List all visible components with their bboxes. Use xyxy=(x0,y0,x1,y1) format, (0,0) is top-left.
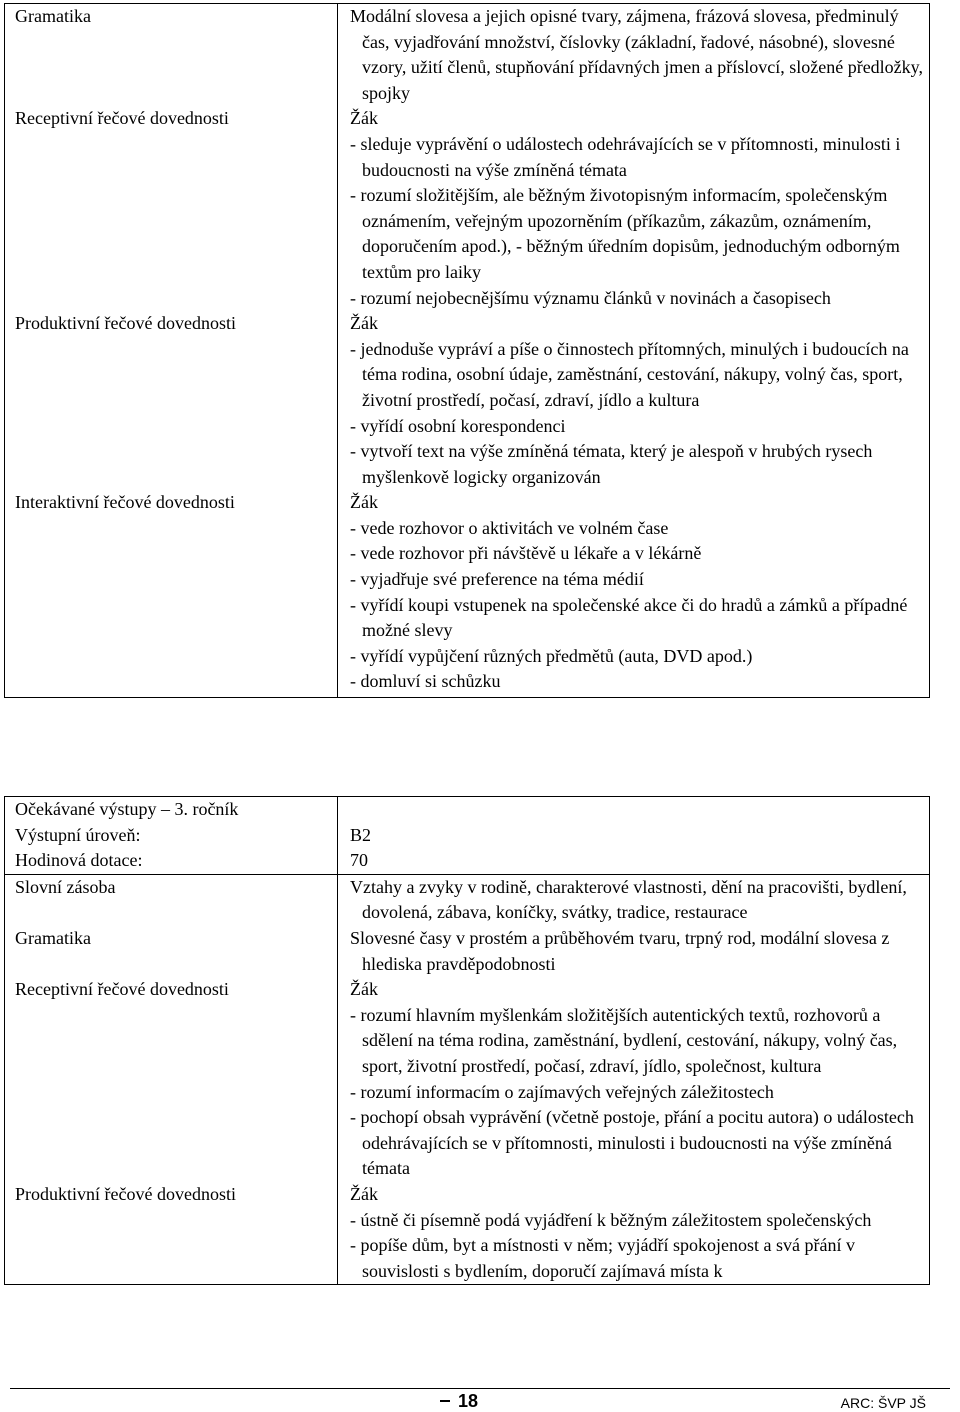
hours-value: 70 xyxy=(338,848,930,874)
row-label: Gramatika xyxy=(5,4,338,107)
content-line: - rozumí složitějším, ale běžným životopisným informacím, společenským oznámením, veřejným upozorněním (příkazům, zákazům, oznámením, doporučením apod.), - běžným úředním dopisům, jednoduchým odborným textům pro laiky xyxy=(350,185,900,282)
content-line: - vyjadřuje své preference na téma médií xyxy=(350,569,644,590)
content-line: - sleduje vyprávění o událostech odehrávajících se v přítomnosti, minulosti i budoucnosti na výše zmíněná témata xyxy=(350,133,901,180)
row-content xyxy=(338,490,930,697)
row-content xyxy=(338,4,930,107)
section-heading-row xyxy=(5,797,930,823)
content-line: - rozumí nejobecnějšímu významu článků v novinách a časopisech xyxy=(350,287,831,308)
content-line: - rozumí hlavním myšlenkám složitějších autentických textů, rozhovorů a sdělení na téma rodina, zaměstnání, bydlení, cestování, nákupy, volný čas, sport, životní prostředí, počasí, zdraví, jídlo, společnost, kultura xyxy=(350,1004,898,1076)
row-content xyxy=(338,926,930,977)
table-row xyxy=(5,311,930,490)
level-row xyxy=(5,823,930,849)
row-content xyxy=(338,977,930,1182)
content-line: - vyřídí koupi vstupenek na společenské akce či do hradů a zámků a případné možné slevy xyxy=(350,594,908,641)
row-label: Slovní zásoba xyxy=(5,874,338,926)
student-label: Žák xyxy=(350,979,378,1000)
table-row xyxy=(5,977,930,1182)
row-label: Produktivní řečové dovednosti xyxy=(5,311,338,490)
row-content xyxy=(338,106,930,311)
table-row xyxy=(5,4,930,107)
content-line: Modální slovesa a jejich opisné tvary, zájmena, frázová slovesa, předminulý čas, vyjadřování množství, číslovky (základní, řadové, násobné), slovesné vzory, užití členů, stupňování přídavných jmen a příslovcí, složené předložky, spojky xyxy=(350,6,924,103)
table-row xyxy=(5,490,930,697)
content-line: - jednoduše vypráví a píše o činnostech přítomných, minulých i budoucích na téma rodina, osobní údaje, zaměstnání, cestování, nákupy, volný čas, sport, životní prostředí, počasí, zdraví, jídlo a kultura xyxy=(350,338,909,410)
content-line: - vyřídí osobní korespondenci xyxy=(350,415,566,436)
content-line: - popíše dům, byt a místnosti v něm; vyjádří spokojenost a svá přání v souvislosti s bydlením, doporučí zajímavá místa k xyxy=(350,1235,855,1281)
content-line: - vyřídí vypůjčení různých předmětů (auta, DVD apod.) xyxy=(350,645,753,666)
row-content xyxy=(338,874,930,926)
row-label: Gramatika xyxy=(5,926,338,977)
content-line: - ústně či písemně podá vyjádření k běžným záležitostem společenských xyxy=(350,1209,872,1230)
footer-divider xyxy=(10,1388,950,1389)
content-line: - rozumí informacím o zajímavých veřejných záležitostech xyxy=(350,1081,774,1102)
page-number-dash xyxy=(440,1400,450,1402)
level-value: B2 xyxy=(338,823,930,849)
section-heading: Očekávané výstupy – 3. ročník xyxy=(5,797,338,823)
table-row xyxy=(5,106,930,311)
hours-row xyxy=(5,848,930,874)
table-row xyxy=(5,874,930,926)
curriculum-table-section1 xyxy=(4,3,930,698)
row-label: Receptivní řečové dovednosti xyxy=(5,106,338,311)
table-row xyxy=(5,926,930,977)
curriculum-table-section2 xyxy=(4,796,930,1285)
row-content xyxy=(338,311,930,490)
row-label: Produktivní řečové dovednosti xyxy=(5,1182,338,1285)
footer-document-code: ARC: ŠVP JŠ xyxy=(840,1395,926,1411)
content-line: - vytvoří text na výše zmíněná témata, který je alespoň v hrubých rysech myšlenkově logicky organizován xyxy=(350,441,873,487)
row-label: Interaktivní řečové dovednosti xyxy=(5,490,338,697)
level-label: Výstupní úroveň: xyxy=(5,823,338,849)
content-line: - domluví si schůzku xyxy=(350,671,501,692)
student-label: Žák xyxy=(350,492,378,513)
row-content xyxy=(338,1182,930,1285)
content-line: Vztahy a zvyky v rodině, charakterové vlastnosti, dění na pracovišti, bydlení, dovolená, zábava, koníčky, svátky, tradice, restaurace xyxy=(350,876,907,923)
content-line: Slovesné časy v prostém a průběhovém tvaru, trpný rod, modální slovesa z hlediska pravděpodobnosti xyxy=(350,927,890,974)
hours-label: Hodinová dotace: xyxy=(5,848,338,874)
table-row xyxy=(5,1182,930,1285)
student-label: Žák xyxy=(350,313,378,334)
student-label: Žák xyxy=(350,108,378,129)
content-line: - vede rozhovor při návštěvě u lékaře a v lékárně xyxy=(350,543,702,564)
content-line: - vede rozhovor o aktivitách ve volném čase xyxy=(350,517,669,538)
content-line: - pochopí obsah vyprávění (včetně postoje, přání a pocitu autora) o událostech odehrávajících se v přítomnosti, minulosti i budoucnosti na výše zmíněná témata xyxy=(350,1107,914,1179)
row-label: Receptivní řečové dovednosti xyxy=(5,977,338,1182)
student-label: Žák xyxy=(350,1183,378,1204)
page-number: 18 xyxy=(458,1391,479,1411)
